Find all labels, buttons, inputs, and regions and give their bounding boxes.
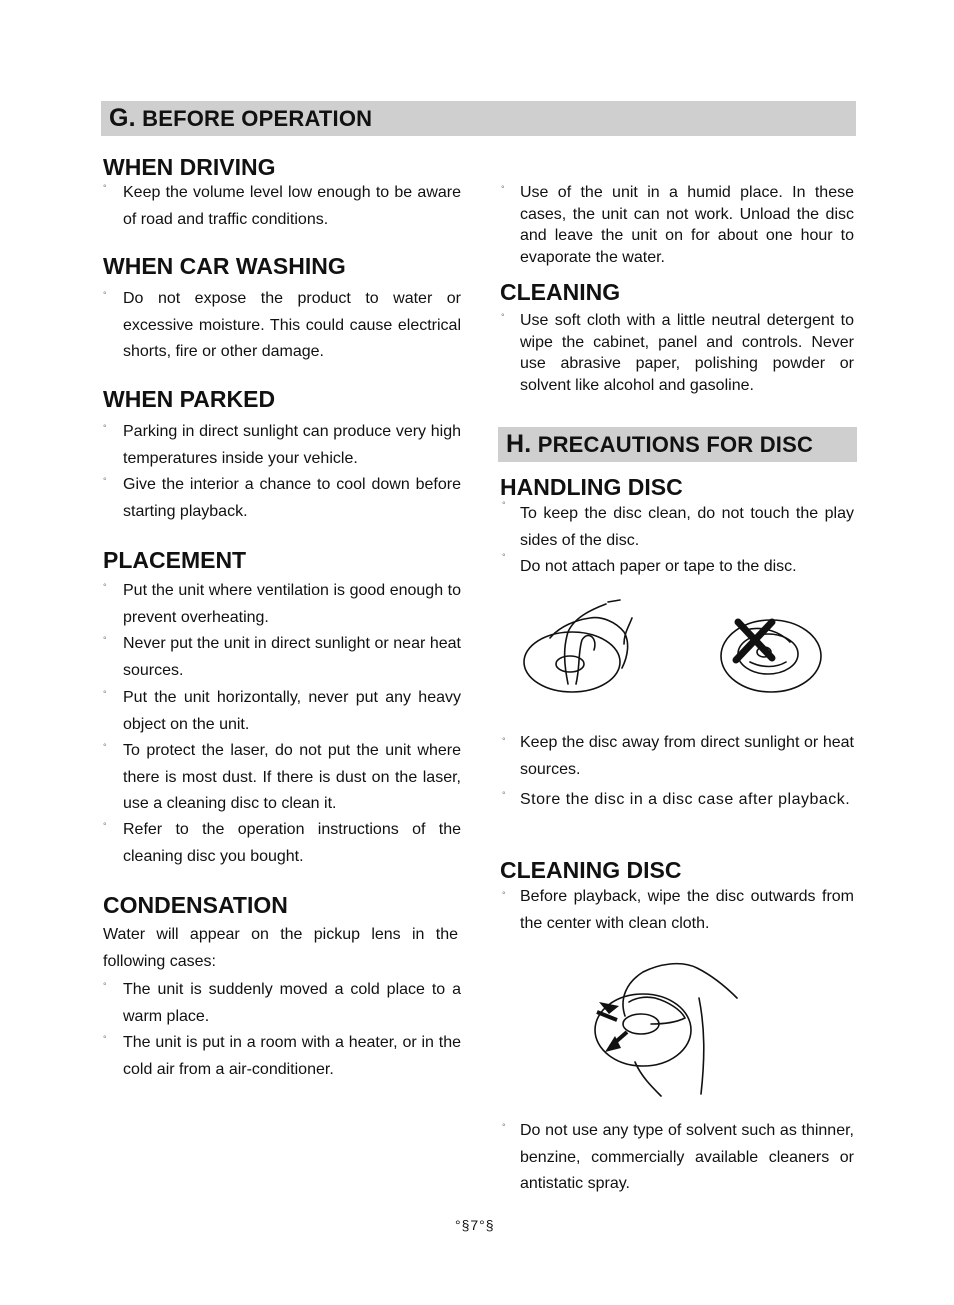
hand-finger (576, 635, 595, 684)
placement-item-3: Put the unit horizontally, never put any heavy object on the unit. (123, 689, 461, 733)
bullet-icon: ° (103, 981, 107, 991)
bullet-icon: ° (501, 184, 505, 194)
handling-item-4: Store the disc in a disc case after playback. (520, 791, 851, 808)
disc-handling-incorrect-illustration (716, 608, 826, 698)
heading-handling-disc: HANDLING DISC (500, 474, 683, 500)
page-number: °§7°§ (455, 1217, 495, 1233)
placement-item-5: Refer to the operation instructions of the cleaning disc you bought. (123, 821, 461, 865)
disc-handling-correct-illustration (520, 598, 640, 698)
heading-cleaning: CLEANING (500, 279, 621, 305)
heading-when-driving: WHEN DRIVING (103, 154, 276, 180)
bullet-icon: ° (103, 423, 107, 433)
condensation-item-2: The unit is put in a room with a heater, or in the cold air from a air-conditioner. (123, 1034, 461, 1078)
disc-wiping-illustration (585, 958, 745, 1098)
hand-lower (635, 1062, 661, 1096)
placement-item-2: Never put the unit in direct sunlight or near heat sources. (123, 635, 461, 679)
section-g-title: BEFORE OPERATION (142, 105, 373, 131)
humid-item-1: Use of the unit in a humid place. In these cases, the unit can not work. Unload the disc and leave the unit on for about one hour to evaporate the water. (520, 184, 854, 266)
bullet-icon: ° (103, 635, 107, 645)
condensation-item-1: The unit is suddenly moved a cold place to a warm place. (123, 981, 461, 1025)
section-h-letter: H. (506, 430, 532, 458)
bullet-icon: ° (502, 1122, 506, 1132)
bullet-icon: ° (103, 1034, 107, 1044)
heading-when-parked: WHEN PARKED (103, 386, 276, 412)
disc-outline (524, 632, 620, 692)
cleaning-disc-item-1: Before playback, wipe the disc outwards from the center with clean cloth. (520, 888, 854, 932)
driving-item-1: Keep the volume level low enough to be aware of road and traffic conditions. (123, 184, 461, 228)
section-h-header (498, 427, 857, 462)
section-g-letter: G. (109, 104, 136, 132)
bullet-icon: ° (103, 821, 107, 831)
bullet-icon: ° (103, 742, 107, 752)
cleaning-disc-item-2: Do not use any type of solvent such as thinner, benzine, commercially available cleaners or antistatic spray. (520, 1122, 854, 1192)
placement-item-4: To protect the laser, do not put the unit where there is most dust. If there is dust on the laser, use a cleaning disc to clean it. (123, 742, 461, 812)
bullet-icon: ° (103, 290, 107, 300)
parked-item-1: Parking in direct sunlight can produce very high temperatures inside your vehicle. (123, 423, 461, 467)
bullet-icon: ° (103, 689, 107, 699)
condensation-intro: Water will appear on the pickup lens in the following cases: (103, 926, 458, 970)
heading-placement: PLACEMENT (103, 547, 247, 573)
bullet-icon: ° (501, 312, 505, 322)
cleaning-item-1: Use soft cloth with a little neutral detergent to wipe the cabinet, panel and controls. Never use abrasive paper, polishing powder or solvent like alcohol and gasoline. (520, 312, 854, 394)
bullet-icon: ° (502, 790, 506, 800)
hand-wrist-2 (624, 618, 632, 644)
bullet-icon: ° (103, 183, 107, 193)
hand-wrist (608, 600, 620, 602)
washing-item-1: Do not expose the product to water or excessive moisture. This could cause electrical shorts, fire or other damage. (123, 290, 461, 360)
handling-item-1: To keep the disc clean, do not touch the play sides of the disc. (520, 505, 854, 549)
handling-item-3: Keep the disc away from direct sunlight or heat sources. (520, 734, 854, 778)
parked-item-2: Give the interior a chance to cool down before starting playback. (123, 476, 461, 520)
bullet-icon: ° (502, 736, 506, 746)
cross-mark-icon (736, 622, 772, 660)
heading-when-car-washing: WHEN CAR WASHING (103, 253, 346, 279)
bullet-icon: ° (502, 500, 506, 510)
bullet-icon: ° (502, 890, 506, 900)
handling-item-2: Do not attach paper or tape to the disc. (520, 558, 797, 575)
placement-item-1: Put the unit where ventilation is good enough to prevent overheating. (123, 582, 461, 626)
hand-upper (623, 964, 737, 1016)
heading-condensation: CONDENSATION (103, 892, 288, 918)
hand-back (550, 618, 628, 668)
bullet-icon: ° (103, 582, 107, 592)
arrow-shaft-upper (597, 1012, 617, 1020)
section-g-header (101, 101, 856, 136)
heading-cleaning-disc: CLEANING DISC (500, 857, 682, 883)
hand-side (699, 998, 704, 1094)
section-h-title: PRECAUTIONS FOR DISC (537, 431, 814, 457)
bullet-icon: ° (502, 552, 506, 562)
bullet-icon: ° (103, 476, 107, 486)
